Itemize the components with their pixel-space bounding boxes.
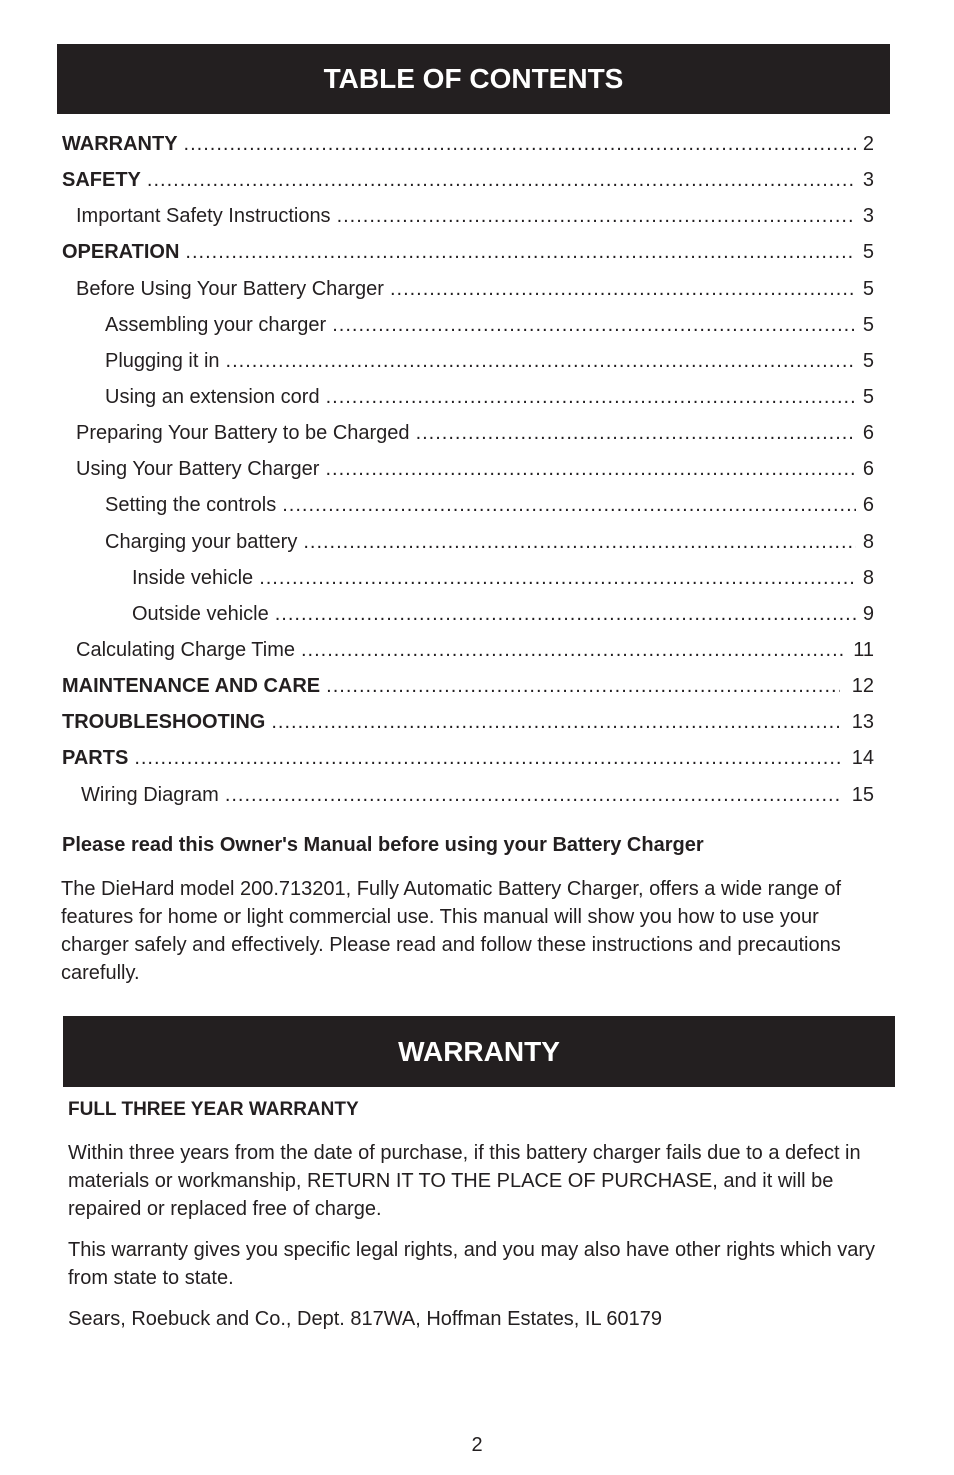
toc-entry-label: Plugging it in	[105, 349, 220, 372]
toc-entry-label: Outside vehicle	[132, 602, 269, 625]
toc-entry-label: Using Your Battery Charger	[76, 458, 320, 481]
toc-entry-label: Wiring Diagram	[81, 783, 219, 806]
toc-entry[interactable]	[62, 487, 874, 523]
warranty-address: Sears, Roebuck and Co., Dept. 817WA, Hoffman Estates, IL 60179	[68, 1308, 663, 1330]
toc-entry[interactable]	[62, 451, 874, 487]
toc-entry-page: 15	[851, 783, 874, 806]
toc-entry[interactable]	[62, 524, 874, 560]
toc-entry[interactable]	[62, 668, 874, 704]
toc-entry-page: 6	[862, 494, 874, 517]
intro-heading: Please read this Owner's Manual before using your Battery Charger	[62, 834, 704, 856]
toc-entry-page: 14	[851, 747, 874, 770]
toc-entry[interactable]	[62, 704, 874, 740]
toc-entry-label: Before Using Your Battery Charger	[76, 277, 384, 300]
toc-leader-dots	[325, 451, 856, 487]
toc-leader-dots	[226, 343, 856, 379]
toc-entry-label: Inside vehicle	[132, 566, 254, 589]
toc-title-banner	[57, 44, 890, 114]
toc-entry-page: 5	[862, 349, 874, 372]
toc-entry-label: Charging your battery	[105, 530, 298, 553]
toc-entry[interactable]	[62, 560, 874, 596]
toc-leader-dots	[326, 668, 840, 704]
toc-entry-page: 5	[862, 385, 874, 408]
warranty-title: WARRANTY	[398, 1035, 560, 1067]
toc-entry[interactable]	[62, 379, 874, 415]
toc-entry-page: 3	[862, 205, 874, 228]
toc-entry-label: Preparing Your Battery to be Charged	[76, 422, 410, 445]
toc-entry-label: Setting the controls	[105, 494, 277, 517]
toc-entry[interactable]	[62, 415, 874, 451]
toc-entry[interactable]	[62, 343, 874, 379]
toc-leader-dots	[185, 234, 856, 270]
toc-entry-page: 5	[862, 313, 874, 336]
toc-leader-dots	[225, 777, 840, 813]
toc-leader-dots	[332, 307, 856, 343]
toc-entry-page: 6	[862, 458, 874, 481]
toc-entry-label: PARTS	[62, 747, 129, 770]
toc-entry[interactable]	[62, 126, 874, 162]
toc-entry-label: Using an extension cord	[105, 385, 320, 408]
toc-leader-dots	[184, 126, 856, 162]
toc-entry-page: 5	[862, 241, 874, 264]
toc-entry-label: Calculating Charge Time	[76, 638, 295, 661]
toc-leader-dots	[134, 740, 840, 776]
toc-entry[interactable]	[62, 307, 874, 343]
toc-leader-dots	[416, 415, 856, 451]
toc-leader-dots	[337, 198, 856, 234]
toc-entry-page: 11	[853, 638, 874, 661]
toc-entry-label: TROUBLESHOOTING	[62, 711, 266, 734]
toc-entry-label: MAINTENANCE AND CARE	[62, 675, 321, 698]
toc-entry-label: OPERATION	[62, 241, 180, 264]
toc-leader-dots	[147, 162, 856, 198]
toc-leader-dots	[301, 632, 847, 668]
toc-entry[interactable]	[62, 596, 874, 632]
toc-entry-page: 3	[862, 169, 874, 192]
page-number: 2	[471, 1434, 483, 1456]
warranty-paragraph: Within three years from the date of purchase, if this battery charger fails due to a defect in materials or workmanship, RETURN IT TO THE PLACE OF PURCHASE, and it will be repaired or replaced free of charge.	[68, 1142, 861, 1220]
toc-leader-dots	[390, 271, 856, 307]
toc-entry-page: 8	[862, 566, 874, 589]
warranty-paragraph: This warranty gives you specific legal rights, and you may also have other rights which vary from state to state.	[68, 1239, 876, 1289]
toc-entry[interactable]	[62, 632, 874, 668]
toc-leader-dots	[326, 379, 856, 415]
toc-entry-page: 6	[862, 422, 874, 445]
table-of-contents	[62, 126, 874, 813]
toc-entry-label: SAFETY	[62, 169, 141, 192]
toc-entry-page: 9	[862, 602, 874, 625]
toc-entry[interactable]	[62, 740, 874, 776]
toc-entry[interactable]	[62, 271, 874, 307]
toc-entry-page: 12	[851, 675, 874, 698]
toc-entry[interactable]	[62, 162, 874, 198]
toc-leader-dots	[303, 524, 856, 560]
warranty-heading: FULL THREE YEAR WARRANTY	[68, 1099, 359, 1120]
toc-leader-dots	[271, 704, 840, 740]
toc-leader-dots	[259, 560, 856, 596]
toc-entry-page: 2	[862, 133, 874, 155]
toc-entry-page: 13	[851, 711, 874, 734]
warranty-title-banner	[63, 1016, 895, 1087]
toc-entry-label: WARRANTY	[62, 133, 178, 155]
toc-entry-page: 5	[862, 277, 874, 300]
toc-entry[interactable]	[62, 777, 874, 813]
toc-entry[interactable]	[62, 234, 874, 270]
toc-leader-dots	[282, 487, 856, 523]
intro-paragraph: The DieHard model 200.713201, Fully Automatic Battery Charger, offers a wide range of features for home or light commercial use. This manual will show you how to use your charger safely and effectively. Please read and follow these instructions and precautions carefully.	[61, 878, 842, 984]
toc-entry-label: Assembling your charger	[105, 313, 327, 336]
toc-entry[interactable]	[62, 198, 874, 234]
toc-title: TABLE OF CONTENTS	[323, 63, 624, 94]
toc-entry-label: Important Safety Instructions	[76, 205, 331, 228]
toc-entry-page: 8	[862, 530, 874, 553]
toc-leader-dots	[275, 596, 856, 632]
